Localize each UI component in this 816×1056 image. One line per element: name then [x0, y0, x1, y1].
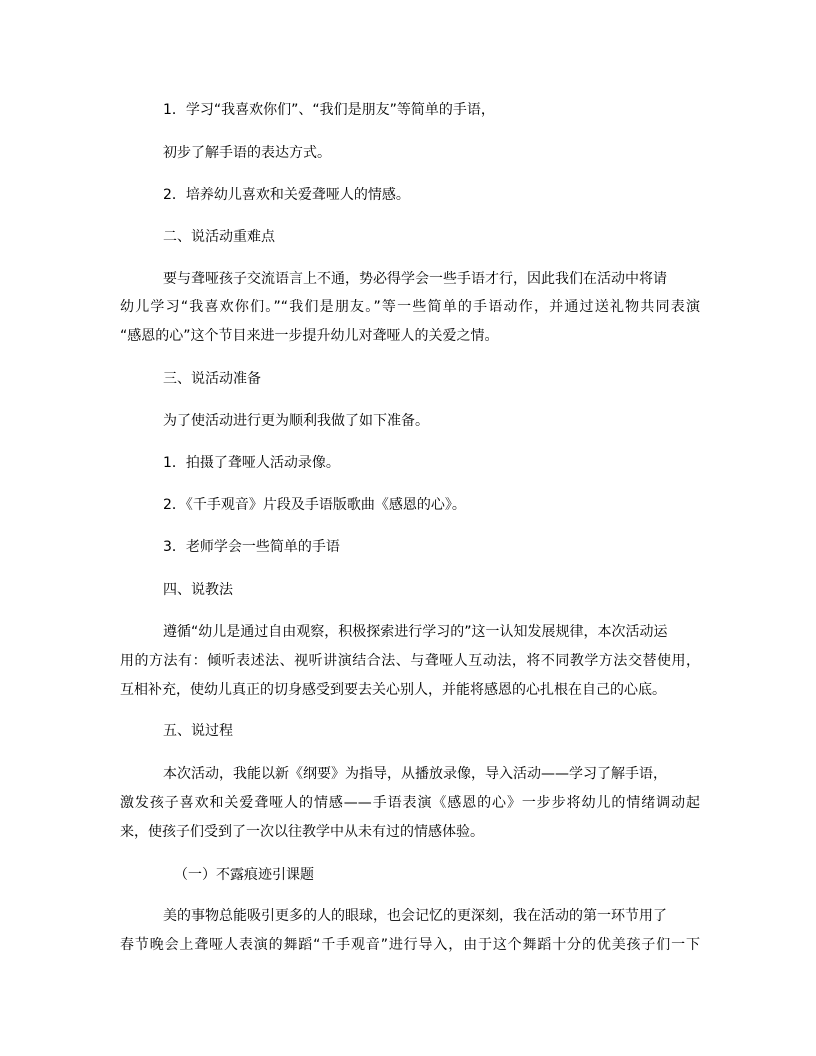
methods-paragraph-line-3: 互相补充，使幼儿真正的切身感受到要去关心别人，并能将感恩的心扎根在自己的心底。	[120, 682, 666, 698]
preparation-item-1: 1．拍摄了聋哑人活动录像。	[163, 455, 340, 471]
goal-item-1-line-2: 初步了解手语的表达方式。	[163, 145, 331, 161]
subsection-1-paragraph-line-1: 美的事物总能吸引更多的人的眼球，也会记忆的更深刻，我在活动的第一环节用了	[163, 908, 667, 924]
section-heading-preparation: 三、说活动准备	[163, 371, 261, 387]
process-paragraph-line-3: 来，使孩子们受到了一次以往教学中从未有过的情感体验。	[120, 824, 484, 840]
methods-paragraph-line-1: 遵循“幼儿是通过自由观察，积极探索进行学习的”这一认知发展规律，本次活动运	[163, 624, 668, 640]
preparation-item-3: 3．老师学会一些简单的手语	[163, 539, 340, 555]
key-points-paragraph-line-2: 幼儿学习“我喜欢你们。”“我们是朋友。”等一些简单的手语动作，并通过送礼物共同表演	[120, 299, 700, 315]
section-heading-process: 五、说过程	[163, 723, 233, 739]
methods-paragraph-line-2: 用的方法有：倾听表述法、视听讲演结合法、与聋哑人互动法，将不同教学方法交替使用，	[120, 653, 700, 669]
preparation-item-2: 2．《千手观音》片段及手语版歌曲《感恩的心》。	[163, 497, 466, 513]
section-heading-key-points: 二、说活动重难点	[163, 229, 275, 245]
goal-item-1-line-1: 1．学习“我喜欢你们”、“我们是朋友”等简单的手语，	[163, 102, 495, 118]
section-heading-teaching-methods: 四、说教法	[163, 582, 233, 598]
preparation-intro: 为了使活动进行更为顺利我做了如下准备。	[163, 413, 429, 429]
key-points-paragraph-line-3: “感恩的心”这个节目来进一步提升幼儿对聋哑人的关爱之情。	[120, 328, 499, 344]
key-points-paragraph-line-1: 要与聋哑孩子交流语言上不通，势必得学会一些手语才行，因此我们在活动中将请	[163, 271, 667, 287]
subsection-1-paragraph-line-2: 春节晚会上聋哑人表演的舞蹈“千手观音”进行导入，由于这个舞蹈十分的优美孩子们一下	[120, 937, 700, 953]
process-paragraph-line-2: 激发孩子喜欢和关爱聋哑人的情感——手语表演《感恩的心》一步步将幼儿的情绪调动起	[120, 795, 700, 811]
process-paragraph-line-1: 本次活动，我能以新《纲要》为指导，从播放录像，导入活动——学习了解手语，	[163, 766, 667, 782]
subsection-heading-1: （一）不露痕迹引课题	[174, 867, 314, 883]
goal-item-2: 2．培养幼儿喜欢和关爱聋哑人的情感。	[163, 187, 410, 203]
